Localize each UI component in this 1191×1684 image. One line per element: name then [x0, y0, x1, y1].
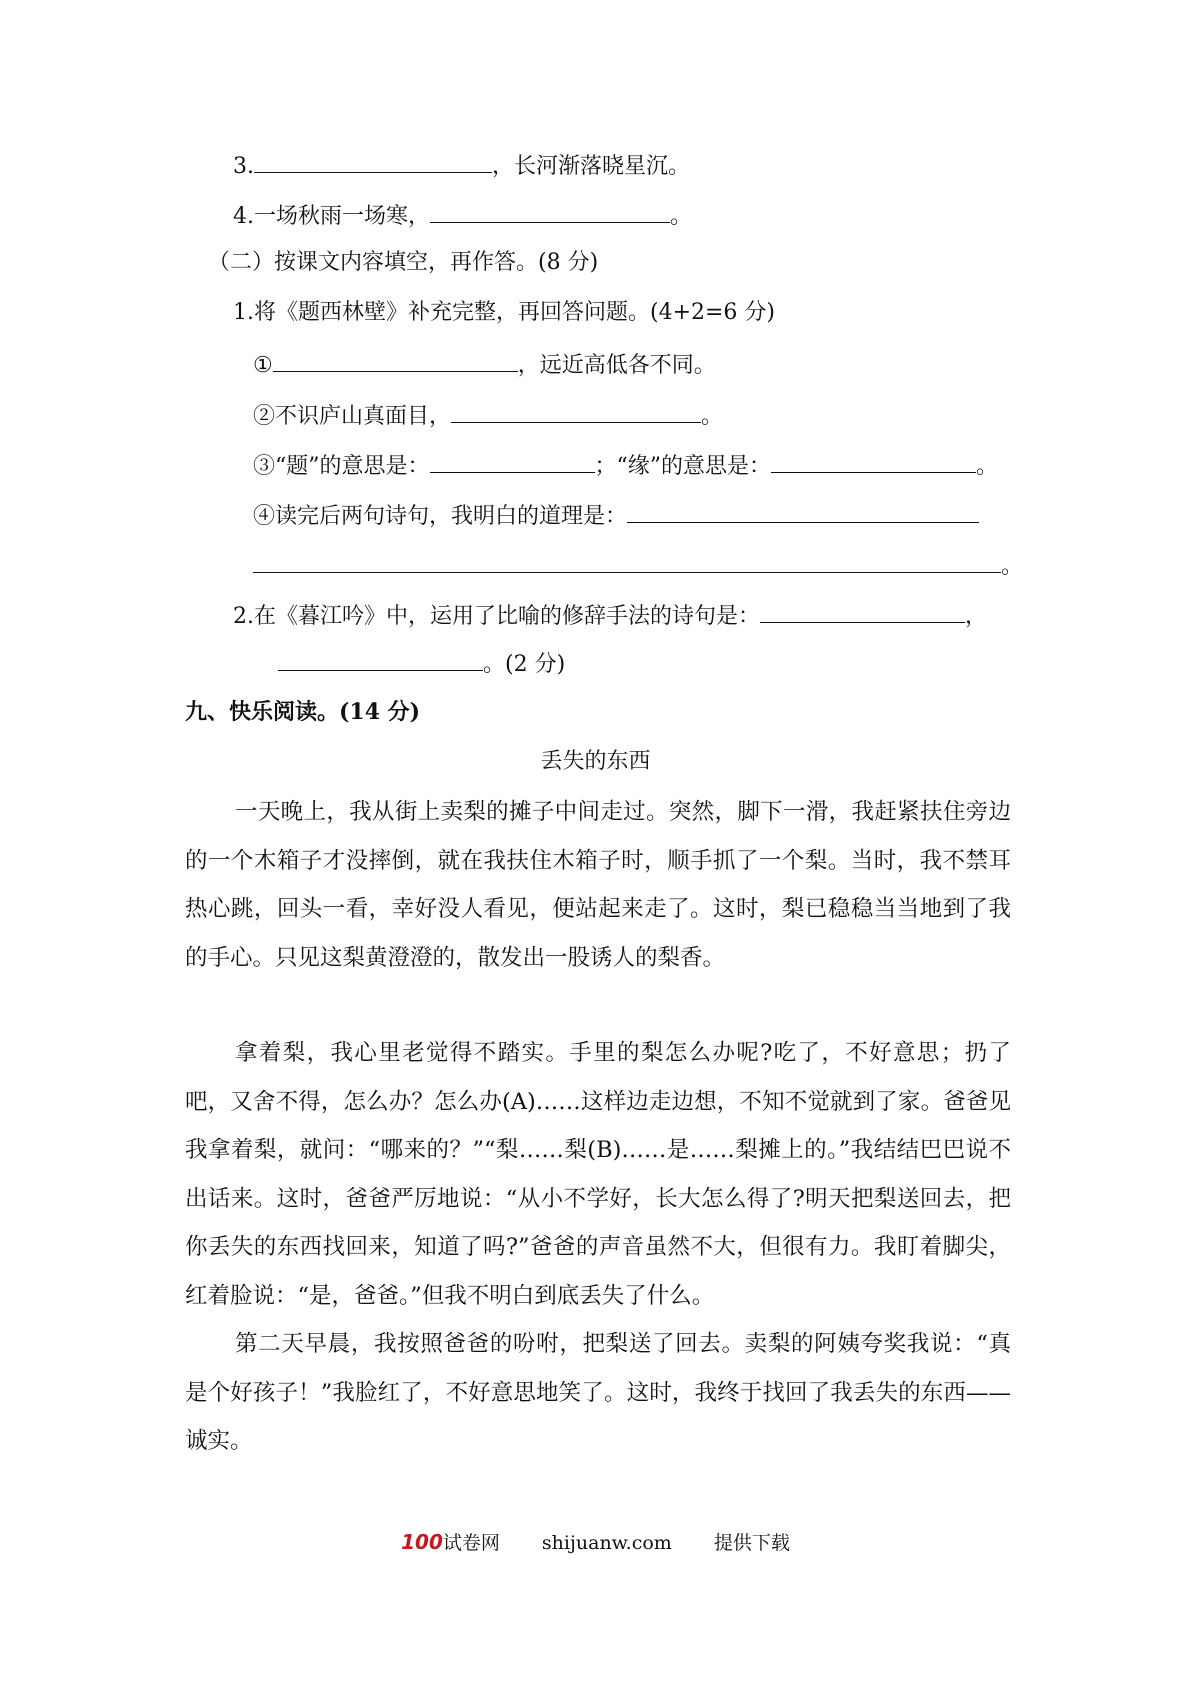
q4-pre: 4.一场秋雨一场寒，	[233, 204, 430, 229]
s2-q1-d	[253, 498, 979, 533]
passage-paragraph-3: 第二天早晨，我按照爸爸的吩咐，把梨送了回去。卖梨的阿姨夸奖我说：“真是个好孩子！”我脸红了，不好意思地笑了。这时，我终于找回了我丢失的东西——诚实。	[185, 1331, 1011, 1454]
q1a-blank[interactable]	[273, 347, 518, 372]
q2-blank-2[interactable]	[278, 646, 483, 671]
q3-text: ，长河渐落晓星沉。	[492, 154, 691, 179]
section9-heading: 九、快乐阅读。(14 分)	[185, 699, 421, 725]
q1c-post: 。	[976, 454, 999, 479]
page-footer	[0, 1528, 1191, 1557]
q4-blank[interactable]	[430, 198, 670, 223]
passage-title: 丢失的东西	[540, 749, 651, 774]
q1c-mid: ；“缘”的意思是：	[594, 454, 771, 479]
q1b-pre: ②不识庐山真面目，	[253, 404, 452, 429]
q1b-blank[interactable]	[451, 398, 701, 423]
q1d-blank-1[interactable]	[627, 498, 979, 523]
q1c-blank-1[interactable]	[430, 448, 595, 473]
s2-q2	[233, 598, 987, 633]
fill-q4	[233, 198, 692, 233]
q2-comma: ，	[965, 604, 988, 629]
q1d-post: 。	[1001, 554, 1024, 579]
s2-q1-prompt: 1.将《题西林壁》补充完整，再回答问题。(4+2=6 分)	[233, 300, 776, 325]
q2-pre: 2.在《暮江吟》中，运用了比喻的修辞手法的诗句是：	[233, 604, 760, 629]
q1d-pre: ④读完后两句诗句，我明白的道理是：	[253, 504, 628, 529]
s2-q2-cont	[278, 646, 565, 681]
q1a-mark: ①	[253, 353, 273, 378]
q2-post: 。(2 分)	[483, 652, 566, 677]
q1d-blank-2[interactable]	[253, 548, 1001, 573]
s2-q1-c	[253, 448, 998, 483]
site-name: 试卷网	[442, 1532, 500, 1554]
section2-heading: （二）按课文内容填空，再作答。(8 分)	[208, 250, 599, 275]
s2-q1-a	[253, 347, 716, 382]
passage-paragraph-2: 拿着梨，我心里老觉得不踏实。手里的梨怎么办呢?吃了，不好意思；扔了吧，又舍不得，怎么办？怎么办(A)……这样边走边想，不知不觉就到了家。爸爸见我拿着梨，就问：“哪来的？”“梨……梨(B)……是……梨摊上的。”我结结巴巴说不出话来。这时，爸爸严厉地说：“从小不学好，长大怎么得了?明天把梨送回去，把你丢失的东西找回来，知道了吗?”爸爸的声音虽然不大，但很有力。我盯着脚尖，红着脸说：“是，爸爸。”但我不明白到底丢失了什么。	[185, 1040, 1011, 1309]
q1c-blank-2[interactable]	[771, 448, 976, 473]
footer-note: 提供下载	[713, 1532, 790, 1554]
q1b-post: 。	[701, 404, 724, 429]
q1c-pre: ③“题”的意思是：	[253, 454, 430, 479]
s2-q1-d-cont	[253, 548, 1023, 583]
q3-number: 3.	[233, 154, 254, 179]
s2-q1-b	[253, 398, 723, 433]
q4-post: 。	[670, 204, 693, 229]
passage-paragraph-1: 一天晚上，我从街上卖梨的摊子中间走过。突然，脚下一滑，我赶紧扶住旁边的一个木箱子才没摔倒，就在我扶住木箱子时，顺手抓了一个梨。当时，我不禁耳热心跳，回头一看，幸好没人看见，便站起来走了。这时，梨已稳稳当当地到了我的手心。只见这梨黄澄澄的，散发出一股诱人的梨香。	[185, 799, 1011, 971]
q3-blank[interactable]	[254, 148, 492, 173]
q2-blank-1[interactable]	[760, 598, 965, 623]
fill-q3	[233, 148, 690, 183]
site-domain[interactable]: shijuanw.com	[541, 1532, 672, 1554]
site-logo: 100	[401, 1530, 443, 1554]
q1a-post: ，远近高低各不同。	[517, 353, 716, 378]
